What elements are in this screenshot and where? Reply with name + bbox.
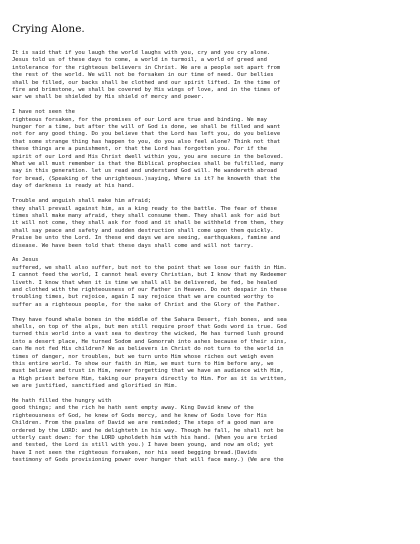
- paragraph-righteous-not-forsaken: I have not seen the righteous forsaken, for the promises of our Lord are true and binding. We may hunger for a time, but after the will of God is done, we shall be filled and want not for any good thing. Do you believe that the Lord has left you, do you believe that some strange thing has happen to you, do you also feel alone? Think not that these things are a punishment, or that the Lord has forgotten you. For if the spirit of our Lord and His Christ dwell within you, you are secure in the beloved. What we all must remember is that the Biblical prophecies shall be fulfilled, many say in this generation. let us read and understand God will. He wandereth abroad for bread, (Speaking of the unrighteous.)saying, Where is it? he knoweth that the day of darkness is ready at his hand.: [12, 109, 284, 190]
- paragraph-as-jesus-suffered: As Jesus suffered, we shall also suffer, but not to the point that we lose our faith in Him. I cannot feed the world, I cannot heal every Christian, but I know that my Redeemer liveth. I know that when it is time we shall all be delivered, be fed, be healed and clothed with the righteousness of our Father in Heaven. Do not despair in these troubling times, but rejoice, again I say rejoice that we are counted worthy to suffer as a righteous people, for the sake of Christ and the Glory of the Father.: [12, 257, 287, 308]
- document-title: Crying Alone.: [12, 23, 85, 35]
- document-body: [12, 50, 410, 472]
- paragraph-whale-bones: They have found whale bones in the middle of the Sahara Desert, fish bones, and sea shells, on top of the alps, but men still require proof that Gods word is true. God turned this world into a vast sea to destroy the wicked, He has turned lush ground into a desert place, He turned Sodom and Gomorrah into ashes because of their sins, can He not fed His children? We as believers in Christ do not turn to the world in times of danger, nor troubles, but we turn unto Him whose riches out weigh even this entire world. To show our faith in Him, we must turn to Him before any, we must believe and trust in Him, never forgetting that we have an audience with Him, a High priest before Him, taking our prayers directly to Him. For as it is written, we are justified, sanctified and glorified in Him.: [12, 316, 287, 390]
- paragraph-intro: It is said that if you laugh the world laughs with you, cry and you cry alone. Jesus told us of these days to come, a world in turmoil, a world of greed and intolerance for the righteous believers in Christ. We are a people set apart from the rest of the world. We will not be forsaken in our time of need. Our bellies shall be filled, our backs shall be clothed and our spirit lifted. In the time of fire and brimstone, we shall be covered by His wings of love, and in the times of war we shall be shielded by His shield of mercy and power.: [12, 50, 281, 101]
- paragraph-filled-the-hungry: He hath filled the hungry with good things; and the rich he hath sent empty away. King David knew of the righteousness of God, he knew of Gods mercy, and he knew of Gods love for His Children. From the psalms of David we are reminded; The steps of a good man are ordered by the LORD: and he delighteth in his way. Though he fall, he shall not be utterly cast down: for the LORD upholdeth him with his hand. (When you are tried and tested, the Lord is still with you.) I have been young, and now am old; yet have I not seen the righteous forsaken, nor his seed begging bread.(Davids testimony of Gods provisioning power over hunger that will face many.) (We are the: [12, 398, 284, 464]
- paragraph-trouble-and-anguish: Trouble and anguish shall make him afraid; they shall prevail against him, as a king ready to the battle. The fear of these times shall make many afraid, they shall consume them. They shall ask for aid but it will not come, they shall ask for food and it shall be withheld from them, they shall say peace and safety and sudden destruction shall come upon them quickly. Praise be unto the Lord. In these end days we are seeing, earthquakes, famine and disease. We have been told that these days shall come and will not tarry.: [12, 198, 284, 249]
